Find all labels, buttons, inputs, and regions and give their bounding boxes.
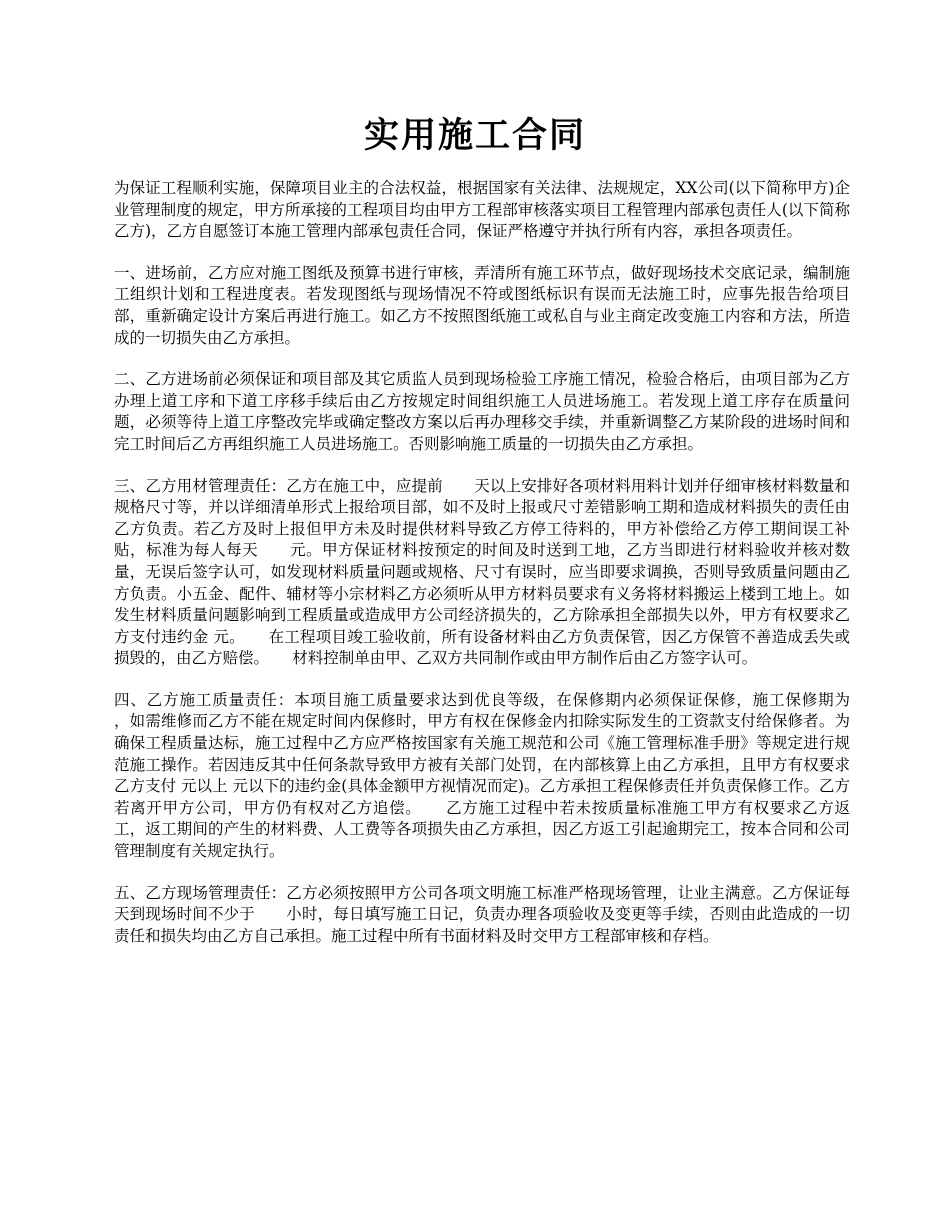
clause-5-paragraph: 五、乙方现场管理责任：乙方必须按照甲方公司各项文明施工标准严格现场管理，让业主满意。乙方保证每天到现场时间不少于 小时，每日填写施工日记，负责办理各项验收及变更等手续，否则由此造成的一切责任和损失均由乙方自己承担。施工过程中所有书面材料及时交甲方工程部审核和存档。 — [114, 883, 850, 945]
document-title: 实用施工合同 — [363, 115, 586, 156]
clause-2-paragraph: 二、乙方进场前必须保证和项目部及其它质监人员到现场检验工序施工情况，检验合格后，由项目部为乙方办理上道工序和下道工序移手续后由乙方按规定时间组织施工人员进场施工。若发现上道工序存在质量问题，必须等待上道工序整改完毕或确定整改方案以后再办理移交手续，并重新调整乙方某阶段的进场时间和完工时间后乙方再组织施工人员进场施工。否则影响施工质量的一切损失由乙方承担。 — [114, 370, 850, 453]
clause-4-paragraph: 四、乙方施工质量责任：本项目施工质量要求达到优良等级，在保修期内必须保证保修，施工保修期为 ，如需维修而乙方不能在规定时间内保修时，甲方有权在保修金内扣除实际发生的工资款支付给保修者。为确保工程质量达标，施工过程中乙方应严格按国家有关施工规范和公司《施工管理标准手册》等规定进行规范施工操作。若因违反其中任何条款导致甲方被有关部门处罚，在内部核算上由乙方承担，且甲方有权要求乙方支付 元以上 元以下的违约金(具体金额甲方视情况而定)。乙方承担工程保修责任并负责保修工作。乙方若离开甲方公司，甲方仍有权对乙方追偿。 乙方施工过程中若未按质量标准施工甲方有权要求乙方返工，返工期间的产生的材料费、人工费等各项损失由乙方承担，因乙方返工引起逾期完工，按本合同和公司管理制度有关规定执行。 — [114, 690, 882, 861]
intro-paragraph: 为保证工程顺利实施，保障项目业主的合法权益，根据国家有关法律、法规规定，XX公司(以下简称甲方)企业管理制度的规定，甲方所承接的工程项目均由甲方工程部审核落实项目工程管理内部承包责任人(以下简称乙方)，乙方自愿签订本施工管理内部承包责任合同，保证严格遵守并执行所有内容，承担各项责任。 — [114, 179, 850, 241]
clause-1-paragraph: 一、进场前，乙方应对施工图纸及预算书进行审核，弄清所有施工环节点，做好现场技术交底记录，编制施工组织计划和工程进度表。若发现图纸与现场情况不符或图纸标识有误而无法施工时，应事先报告给项目部，重新确定设计方案后再进行施工。如乙方不按照图纸施工或私自与业主商定改变施工内容和方法，所造成的一切损失由乙方承担。 — [114, 263, 850, 347]
document-body — [114, 178, 882, 967]
clause-3-paragraph: 三、乙方用材管理责任：乙方在施工中，应提前 天以上安排好各项材料用料计划并仔细审核材料数量和规格尺寸等，并以详细清单形式上报给项目部，如不及时上报或尺寸差错影响工期和造成材料损失的责任由乙方负责。若乙方及时上报但甲方未及时提供材料导致乙方停工待料的，甲方补偿给乙方停工期间误工补贴，标准为每人每天 元。甲方保证材料按预定的时间及时送到工地，乙方当即进行材料验收并核对数量，无误后签字认可，如发现材料质量问题或规格、尺寸有误时，应当即要求调换，否则导致质量问题由乙方负责。小五金、配件、辅材等小宗材料乙方必须听从甲方材料员要求有义务将材料搬运上楼到工地上。如发生材料质量问题影响到工程质量或造成甲方公司经济损失的，乙方除承担全部损失以外，甲方有权要求乙方支付违约金 元。 在工程项目竣工验收前，所有设备材料由乙方负责保管，因乙方保管不善造成丢失或损毁的，由乙方赔偿。 材料控制单由甲、乙双方共同制作或由甲方制作后由乙方签字认可。 — [114, 476, 850, 668]
